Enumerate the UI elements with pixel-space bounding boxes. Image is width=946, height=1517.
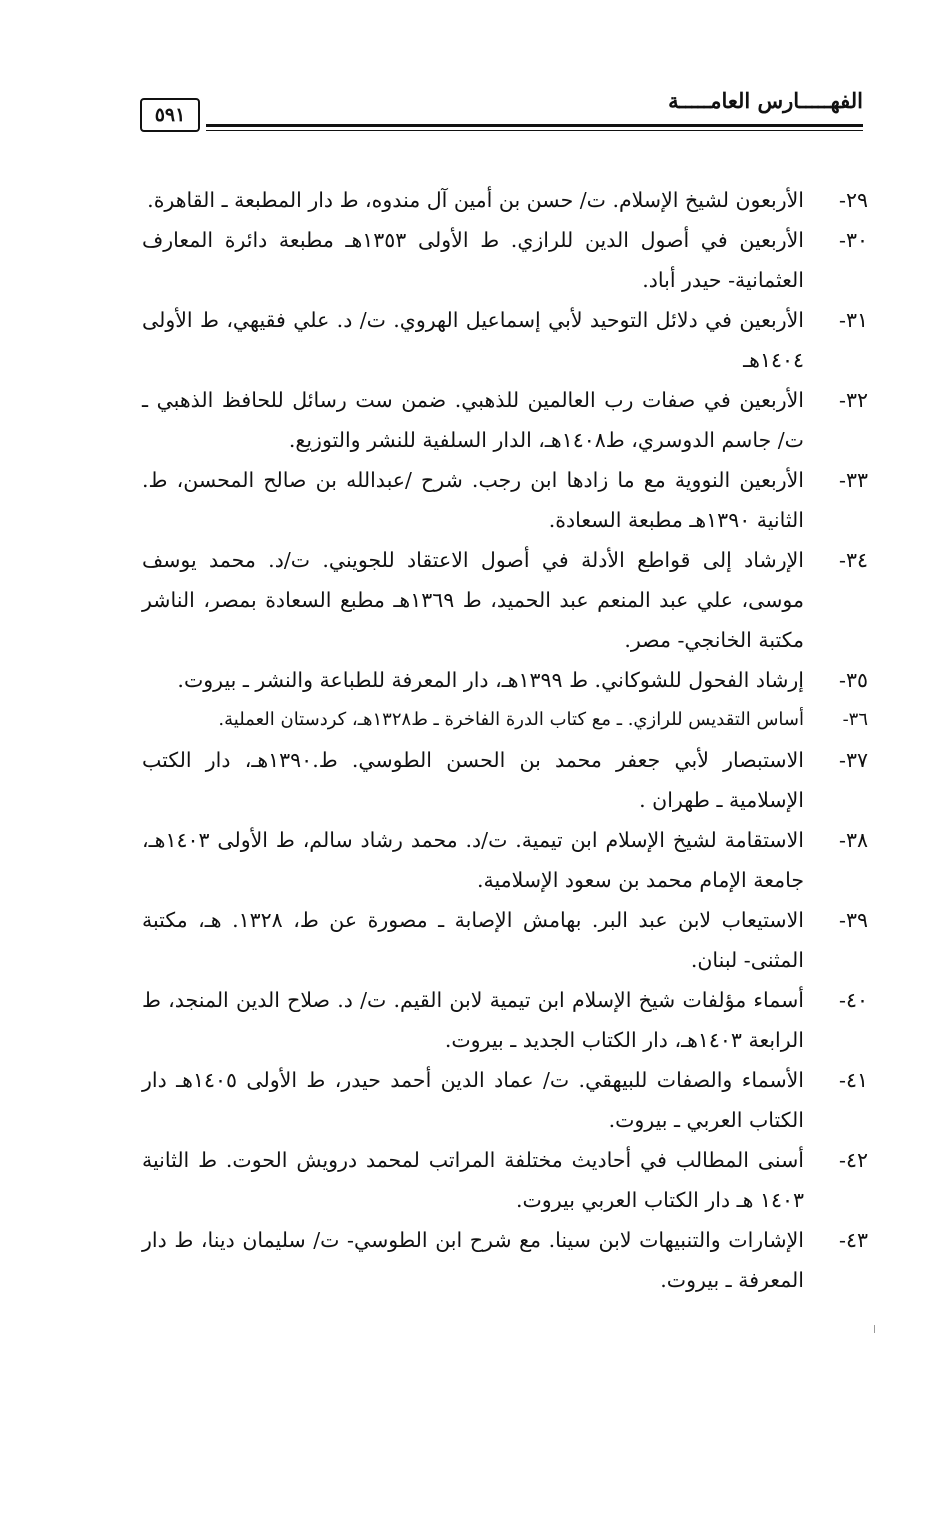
entry-text: إرشاد الفحول للشوكاني. ط ١٣٩٩هـ، دار المعرفة للطباعة والنشر ـ بيروت.: [177, 668, 804, 692]
entry-text: الاستقامة لشيخ الإسلام ابن تيمية. ت/د. محمد رشاد سالم، ط الأولى ١٤٠٣هـ، جامعة الإمام محمد بن سعود الإسلامية.: [142, 828, 804, 892]
entry-number: ٣٨-: [839, 828, 868, 852]
bibliography-entry: [142, 380, 868, 460]
bibliography-entry: [142, 460, 868, 540]
entry-text: الأربعين النووية مع ما زادها ابن رجب. شرح /عبدالله بن صالح المحسن، ط. الثانية ١٣٩٠هـ مطبعة السعادة.: [142, 468, 804, 532]
bibliography-entry: [142, 660, 868, 700]
bibliography-list: [142, 180, 868, 1300]
bibliography-entry: [142, 540, 868, 660]
entry-number: ٣٢-: [839, 388, 868, 412]
bibliography-entry: [142, 1060, 868, 1140]
entry-number: ٣١-: [839, 308, 868, 332]
bibliography-entry: [142, 820, 868, 900]
entry-number: ٣٧-: [839, 748, 868, 772]
entry-number: ٣٩-: [839, 908, 868, 932]
entry-number: ٢٩-: [839, 188, 868, 212]
entry-number: ٤٠-: [839, 988, 868, 1012]
page-number: ٥٩١: [140, 98, 200, 132]
entry-text: الاستيعاب لابن عبد البر. بهامش الإصابة ـ مصورة عن ط، ١٣٢٨. هـ، مكتبة المثنى- لبنان.: [142, 908, 804, 972]
entry-number: ٤٣-: [839, 1228, 868, 1252]
header-rule: [206, 124, 863, 127]
bibliography-entry: [142, 700, 868, 740]
bibliography-entry: [142, 180, 868, 220]
bibliography-entry: [142, 980, 868, 1060]
entry-text: الأربعين في صفات رب العالمين للذهبي. ضمن ست رسائل للحافظ الذهبي ـ ت/ جاسم الدوسري، ط١٤٠٨هـ، الدار السلفية للنشر والتوزيع.: [142, 388, 804, 452]
bibliography-entry: [142, 900, 868, 980]
entry-number: ٣٤-: [839, 548, 868, 572]
header-rule-thin: [206, 130, 863, 131]
entry-text: أسنى المطالب في أحاديث مختلفة المراتب لمحمد درويش الحوت. ط الثانية ١٤٠٣ هـ دار الكتاب العربي بيروت.: [142, 1148, 804, 1212]
entry-number: ٣٣-: [839, 468, 868, 492]
entry-text: الإشارات والتنبيهات لابن سينا. مع شرح ابن الطوسي- ت/ سليمان دينا، ط دار المعرفة ـ بيروت.: [142, 1228, 804, 1292]
bibliography-entry: [142, 220, 868, 300]
bibliography-entry: [142, 740, 868, 820]
entry-text: أسماء مؤلفات شيخ الإسلام ابن تيمية لابن القيم. ت/ د. صلاح الدين المنجد، ط الرابعة ١٤٠٣هـ، دار الكتاب الجديد ـ بيروت.: [142, 988, 804, 1052]
entry-text: الأربعون لشيخ الإسلام. ت/ حسن بن أمين آل مندوه، ط دار المطبعة ـ القاهرة.: [147, 188, 804, 212]
entry-number: ٣٥-: [839, 668, 868, 692]
entry-number: ٣٠-: [839, 228, 868, 252]
page-header: [140, 88, 863, 148]
margin-mark: [874, 1325, 875, 1333]
entry-text: الأسماء والصفات للبيهقي. ت/ عماد الدين أحمد حيدر، ط الأولى ١٤٠٥هـ دار الكتاب العربي ـ بيروت.: [142, 1068, 805, 1132]
entry-number: ٤١-: [839, 1068, 868, 1092]
bibliography-entry: [142, 1220, 868, 1300]
entry-text: الأربعين في دلائل التوحيد لأبي إسماعيل الهروي. ت/ د. علي فقيهي، ط الأولى ١٤٠٤هـ: [142, 308, 804, 372]
entry-text: الأربعين في أصول الدين للرازي. ط الأولى ١٣٥٣هـ مطبعة دائرة المعارف العثمانية- حيدر أباد.: [142, 228, 805, 292]
running-title: الفهـــــارس العامـــــة: [668, 88, 863, 113]
entry-text: أساس التقديس للرازي. ـ مع كتاب الدرة الفاخرة ـ ط١٣٢٨هـ، كردستان العملية.: [218, 709, 804, 730]
entry-text: الاستبصار لأبي جعفر محمد بن الحسن الطوسي. ط.١٣٩٠هـ، دار الكتب الإسلامية ـ طهران .: [142, 748, 804, 812]
entry-number: ٣٦-: [842, 709, 868, 730]
entry-number: ٤٢-: [839, 1148, 868, 1172]
bibliography-entry: [142, 300, 868, 380]
entry-text: الإرشاد إلى قواطع الأدلة في أصول الاعتقاد للجويني. ت/د. محمد يوسف موسى، علي عبد المنعم عبد الحميد، ط ١٣٦٩هـ مطبع السعادة بمصر، الناشر مكتبة الخانجي- مصر.: [142, 548, 804, 652]
bibliography-entry: [142, 1140, 868, 1220]
